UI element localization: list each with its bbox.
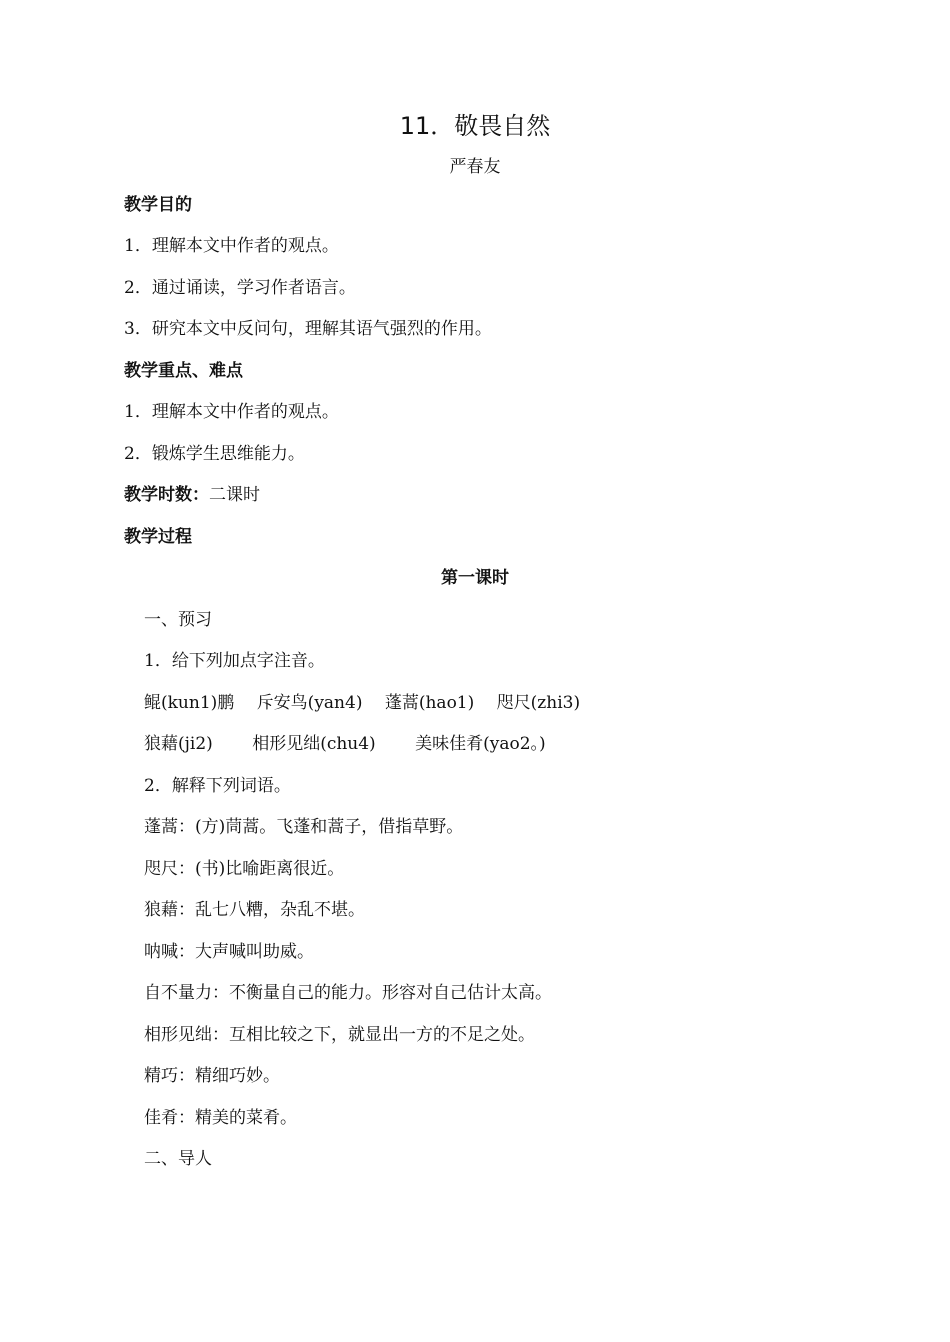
- teaching-hours: [124, 482, 260, 508]
- lesson-heading: 第一课时: [441, 568, 509, 588]
- definition-line: 相形见绌：互相比较之下，就显出一方的不足之处。: [144, 1025, 535, 1045]
- section-heading-preview: 一、预习: [144, 610, 212, 630]
- exercise-item: 1．给下列加点字注音。: [144, 651, 325, 671]
- definition-line: 精巧：精细巧妙。: [144, 1066, 280, 1086]
- definition-line: 蓬蒿：(方)茼蒿。飞蓬和蒿子，借指草野。: [144, 817, 464, 837]
- definition-line: 自不量力：不衡量自己的能力。形容对自己估计太高。: [144, 983, 552, 1003]
- objective-item: 2．通过诵读，学习作者语言。: [124, 278, 356, 298]
- objective-item: 1．理解本文中作者的观点。: [124, 236, 339, 256]
- key-point-item: 1．理解本文中作者的观点。: [124, 402, 339, 422]
- objectives-heading: 教学目的: [124, 195, 192, 215]
- definition-line: 呐喊：大声喊叫助威。: [144, 942, 314, 962]
- definition-line: 咫尺：(书)比喻距离很近。: [144, 859, 345, 879]
- definition-line: 狼藉：乱七八糟，杂乱不堪。: [144, 900, 365, 920]
- process-heading: 教学过程: [124, 527, 192, 547]
- exercise-item: 2．解释下列词语。: [144, 776, 291, 796]
- key-points-heading: 教学重点、难点: [124, 361, 243, 381]
- document-title: 11．敬畏自然: [399, 112, 551, 140]
- pinyin-row: 鲲(kun1)鹏 斥安鸟(yan4) 蓬蒿(hao1) 咫尺(zhi3): [144, 693, 581, 713]
- definition-line: 佳肴：精美的菜肴。: [144, 1108, 297, 1128]
- key-point-item: 2．锻炼学生思维能力。: [124, 444, 305, 464]
- author-name: 严春友: [449, 157, 501, 177]
- pinyin-row: 狼藉(ji2) 相形见绌(chu4) 美味佳肴(yao2。): [144, 734, 546, 754]
- hours-label: 教学时数：: [124, 485, 209, 505]
- objective-item: 3．研究本文中反问句，理解其语气强烈的作用。: [124, 319, 492, 339]
- hours-value: 二课时: [209, 485, 260, 505]
- section-heading-intro: 二、导人: [144, 1149, 212, 1169]
